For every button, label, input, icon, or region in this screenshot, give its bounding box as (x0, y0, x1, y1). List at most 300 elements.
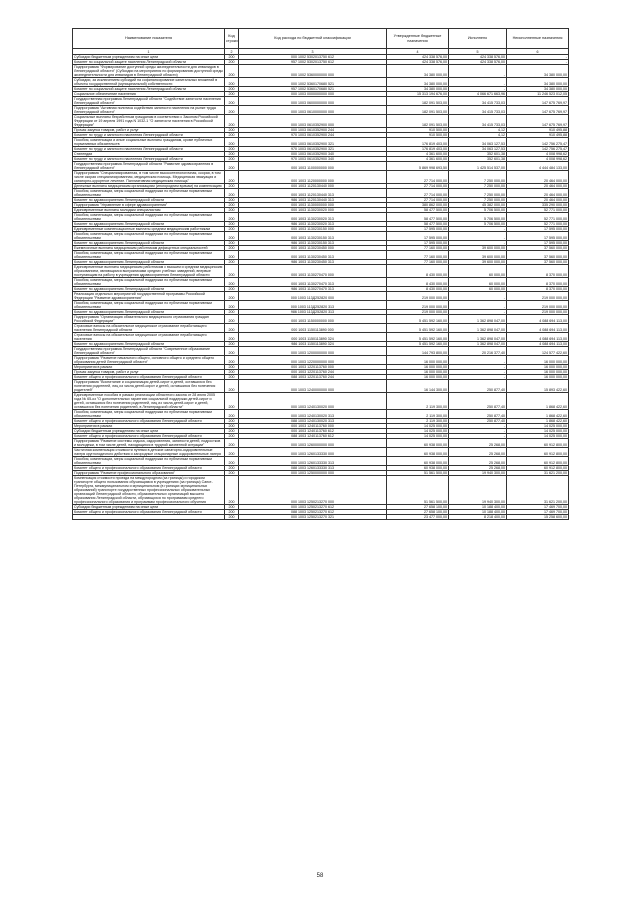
page-number: 58 (316, 873, 324, 879)
row-executed: 8 218 400,00 (449, 515, 507, 520)
row-approved: 17 595 000,00 (387, 232, 449, 241)
row-executed: 4,12 (449, 133, 507, 138)
row-executed: 25 268,00 (449, 439, 507, 448)
table-row (73, 162, 569, 171)
row-name: Подпрограмма "Управление в сфере здравоохранения" (73, 203, 225, 208)
row-name: Субсидии бюджетным учреждениям на иные цели (73, 55, 225, 60)
row-name: Подпрограмма "Активная политика содействия занятости населения на рынке труда Ленинградской области" (73, 106, 225, 115)
row-line-code: 200 (225, 292, 239, 301)
row-executed: 424 338 576,00 (449, 55, 507, 60)
row-name: Подпрограмма "Развитие системы отдыха, оздоровления, занятости детей, подростков и молодежи, в том числе детей, находящихся в трудной жизненной ситуации" (73, 439, 225, 448)
row-unexecuted: 34 380 000,00 (507, 65, 569, 78)
row-budget-code: 970 1003 0610352900 321 (239, 147, 387, 152)
row-approved: 16 000 000,00 (387, 370, 449, 375)
row-approved: 60 938 000,00 (387, 448, 449, 457)
row-unexecuted: 219 000 000,00 (507, 301, 569, 310)
row-line-code: 200 (225, 106, 239, 115)
table-row (73, 457, 569, 466)
row-line-code: 200 (225, 55, 239, 60)
row-executed: - (449, 370, 507, 375)
row-name: Стипендии (73, 152, 225, 157)
row-name: Подпрограмма "Развитие начального общего, основного общего и среднего общего образования детей Ленинградской области" (73, 356, 225, 365)
row-executed: 250 877,40 (449, 410, 507, 419)
row-name: Комитет по социальной защите населения Ленинградской области (73, 87, 225, 92)
header-line-code: Код строки (225, 29, 239, 49)
row-budget-code: 970 1003 0610352900 340 (239, 157, 387, 162)
row-approved: 60 938 000,00 (387, 457, 449, 466)
table-row (73, 55, 569, 60)
row-unexecuted: 20 464 000,00 (507, 171, 569, 184)
row-executed: 25 268,00 (449, 466, 507, 471)
row-approved: 58 477 500,00 (387, 222, 449, 227)
row-line-code: 200 (225, 429, 239, 434)
row-budget-code: 000 1003 1250000000 000 (239, 471, 387, 476)
row-line-code: 200 (225, 301, 239, 310)
row-approved: 182 091 503,00 (387, 97, 449, 106)
row-name: Пособия, компенсации и иные социальные выплаты гражданам, кроме публичных нормативных обязательств (73, 138, 225, 147)
row-unexecuted: 142 756 275,47 (507, 138, 569, 147)
table-row (73, 97, 569, 106)
row-executed: - (449, 292, 507, 301)
row-executed: - (449, 424, 507, 429)
row-budget-code: 000 1003 1260133330 000 (239, 448, 387, 457)
row-line-code: 200 (225, 287, 239, 292)
row-approved: 219 000 000,00 (387, 301, 449, 310)
row-approved: 14 025 000,00 (387, 434, 449, 439)
row-name: Комитет по здравоохранению Ленинградской области (73, 287, 225, 292)
row-executed: 7 250 000,00 (449, 171, 507, 184)
row-budget-code: 000 1003 113Д252820 313 (239, 301, 387, 310)
row-line-code: 200 (225, 251, 239, 260)
row-line-code: 200 (225, 466, 239, 471)
row-approved: 27 714 000,00 (387, 184, 449, 189)
table-row (73, 347, 569, 356)
row-executed: - (449, 429, 507, 434)
row-line-code: 200 (225, 65, 239, 78)
row-approved: 60 938 000,00 (387, 439, 449, 448)
row-budget-code: 000 1003 1150000000 000 (239, 315, 387, 324)
row-name: Пособия, компенсации, меры социальной поддержки по публичным нормативным обязательствам (73, 189, 225, 198)
row-approved: 27 658 100,00 (387, 505, 449, 510)
row-name: Ежемесячные выплаты медицинским работникам дефицитных специальностей (73, 246, 225, 251)
row-unexecuted: 4 088 694 113,00 (507, 333, 569, 342)
row-budget-code: 000 1003 1200000000 000 (239, 347, 387, 356)
row-name: Социальные выплаты безработным гражданам в соответствии с Законом Российской Федерации от 19 апреля 1991 года N 1032-1 "О занятости населения в Российской Федерации" (73, 115, 225, 128)
table-row (73, 324, 569, 333)
row-budget-code: 000 1003 1120000000 000 (239, 171, 387, 184)
row-budget-code: 000 1003 1130230150 313 (239, 232, 387, 241)
row-approved: 27 714 000,00 (387, 171, 449, 184)
row-executed: - (449, 365, 507, 370)
row-budget-code: 000 1003 1220113760 244 (239, 370, 387, 375)
table-row (73, 260, 569, 265)
row-approved: 8 430 000,00 (387, 265, 449, 278)
table-row (73, 213, 569, 222)
row-name: Государственная программа Ленинградской области "Содействие занятости населения Ленинградской области" (73, 97, 225, 106)
row-approved: 27 714 000,00 (387, 198, 449, 203)
row-executed: - (449, 232, 507, 241)
table-row (73, 138, 569, 147)
row-executed: 1 362 898 047,00 (449, 342, 507, 347)
row-executed: 19 940 300,00 (449, 471, 507, 476)
col-number: 4 (387, 49, 449, 55)
row-unexecuted: 8 370 000,00 (507, 265, 569, 278)
row-approved: 27 658 100,00 (387, 510, 449, 515)
row-unexecuted: 124 577 422,60 (507, 347, 569, 356)
table-row (73, 184, 569, 189)
row-unexecuted: 60 912 800,00 (507, 457, 569, 466)
row-approved: 380 862 000,00 (387, 203, 449, 208)
row-unexecuted: 4 008 998,62 (507, 157, 569, 162)
row-approved: 16 144 300,00 (387, 380, 449, 393)
row-name: Подпрограмма "Формирование доступной среды жизнедеятельности для инвалидов в Ленинградской области" (Субсидии на мероприятия по формированию доступной среды жизнедеятельности для инвалидов в Ленинградской области) (74, 65, 224, 77)
row-line-code: 200 (225, 213, 239, 222)
row-executed: - (449, 87, 507, 92)
table-row (73, 393, 569, 410)
row-approved: 219 000 000,00 (387, 292, 449, 301)
row-name: Комитет по здравоохранению Ленинградской области (73, 241, 225, 246)
row-line-code: 200 (225, 439, 239, 448)
row-line-code: 200 (225, 171, 239, 184)
row-approved: 58 477 500,00 (387, 213, 449, 222)
row-unexecuted: 31 621 200,00 (507, 471, 569, 476)
table-row (73, 342, 569, 347)
row-line-code: 200 (225, 133, 239, 138)
row-unexecuted: 52 771 000,00 (507, 222, 569, 227)
row-approved: 176 819 403,00 (387, 138, 449, 147)
row-unexecuted: 14 025 000,00 (507, 429, 569, 434)
row-unexecuted: 910 495,88 (507, 133, 569, 138)
row-executed: - (449, 375, 507, 380)
row-name: Комитет по здравоохранению Ленинградской области (73, 222, 225, 227)
row-line-code: 200 (225, 198, 239, 203)
row-unexecuted: 16 000 000,00 (507, 375, 569, 380)
row-approved: 14 025 000,00 (387, 424, 449, 429)
row-line-code: 200 (225, 476, 239, 505)
row-name: Комитет по труду и занятости населения Ленинградской области (73, 133, 225, 138)
row-approved: 5 451 592 160,00 (387, 333, 449, 342)
row-name: Прочая закупка товаров, работ и услуг (73, 128, 225, 133)
table-row (73, 246, 569, 251)
row-name: Комитет общего и профессионального образования Ленинградской области (73, 375, 225, 380)
table-row (73, 60, 569, 65)
row-unexecuted: 60 912 800,00 (507, 448, 569, 457)
row-executed: 39 600 000,00 (449, 246, 507, 251)
row-budget-code: 088 1003 1240130020 313 (239, 419, 387, 424)
row-line-code: 200 (225, 138, 239, 147)
row-name: Комитет общего и профессионального образования Ленинградской области (73, 466, 225, 471)
row-name: Пособия, компенсации, меры социальной поддержки по публичным нормативным обязательствам (73, 251, 225, 260)
row-name: Пособия, компенсации, меры социальной поддержки по публичным нормативным обязательствам (73, 410, 225, 419)
row-executed: - (449, 434, 507, 439)
row-executed: 60 000,00 (449, 265, 507, 278)
header-approved: Утвержденные бюджетные назначения (387, 29, 449, 49)
row-unexecuted: 34 380 000,00 (507, 78, 569, 87)
row-unexecuted: 20 464 000,00 (507, 189, 569, 198)
row-unexecuted: 4 088 694 113,00 (507, 324, 569, 333)
row-executed: 7 250 000,00 (449, 184, 507, 189)
table-row (73, 505, 569, 510)
row-approved: 424 338 576,00 (387, 55, 449, 60)
row-line-code: 200 (225, 375, 239, 380)
row-executed: 4,12 (449, 128, 507, 133)
row-name: Подпрограмма "Развитие профессионального образования" (73, 471, 225, 476)
row-approved: 16 000 000,00 (387, 365, 449, 370)
row-unexecuted: 52 771 000,00 (507, 213, 569, 222)
row-name: Пособия, компенсации, меры социальной поддержки по публичным нормативным обязательствам (73, 232, 225, 241)
row-budget-code: 088 1003 1260133330 313 (239, 466, 387, 471)
row-budget-code: 000 1003 1150113890 000 (239, 324, 387, 333)
row-name: Государственная программа Ленинградской области "Развитие здравоохранения в Ленинградской области" (73, 162, 225, 171)
row-line-code: 200 (225, 333, 239, 342)
row-budget-code: 000 1003 1130230450 313 (239, 251, 387, 260)
row-unexecuted: 1 868 422,60 (507, 393, 569, 410)
row-budget-code: 957 1002 5360170680 521 (239, 87, 387, 92)
row-unexecuted: 17 469 700,00 (507, 505, 569, 510)
row-unexecuted: 1 868 422,60 (507, 410, 569, 419)
row-budget-code: 000 1003 1250213270 000 (239, 476, 387, 505)
table-row (73, 222, 569, 227)
row-name: Субсидии, за исключением субсидий на софинансирование капитальных вложений в объекты государственной (муниципальной) собственности (73, 78, 225, 87)
row-budget-code: 000 1003 1250213270 612 (239, 505, 387, 510)
row-budget-code: 000 1003 1250213270 321 (239, 515, 387, 520)
row-line-code: 200 (225, 152, 239, 157)
row-budget-code: 986 1003 1130230150 313 (239, 241, 387, 246)
row-budget-code: 000 1003 0610352900 340 (239, 152, 387, 157)
row-unexecuted: 17 595 000,00 (507, 232, 569, 241)
row-approved: 16 000 000,00 (387, 356, 449, 365)
row-name: Комитет по труду и занятости населения Ленинградской области (73, 147, 225, 152)
table-row (73, 198, 569, 203)
row-name: Комитет по социальной защите населения Ленинградской области (73, 60, 225, 65)
row-line-code: 200 (225, 232, 239, 241)
row-unexecuted: - (507, 60, 569, 65)
table-row (73, 189, 569, 198)
row-executed: 1 362 898 047,00 (449, 315, 507, 324)
row-name: Мероприятия в рамках (73, 365, 225, 370)
row-budget-code: 986 1003 1130230450 313 (239, 260, 387, 265)
row-approved: 17 595 000,00 (387, 241, 449, 246)
table-body (73, 55, 569, 520)
row-line-code: 200 (225, 365, 239, 370)
row-approved: 2 119 300,00 (387, 419, 449, 424)
row-name: Государственная программа Ленинградской области "Современное образование Ленинградской области" (73, 347, 225, 356)
row-unexecuted: 37 560 000,00 (507, 246, 569, 251)
row-executed: - (449, 65, 507, 78)
row-line-code: 200 (225, 162, 239, 171)
row-approved: 5 451 592 160,00 (387, 342, 449, 347)
row-line-code: 200 (225, 78, 239, 87)
row-unexecuted: 142 756 275,47 (507, 147, 569, 152)
row-executed: 7 250 000,00 (449, 189, 507, 198)
row-name: Денежные выплаты медицинским организациям (иногородним врачам) на компенсацию (73, 184, 225, 189)
row-approved: 51 561 500,00 (387, 476, 449, 505)
row-approved: 16 000 000,00 (387, 375, 449, 380)
row-line-code: 200 (225, 157, 239, 162)
row-unexecuted: 16 000 000,00 (507, 370, 569, 375)
row-executed: 1 362 898 047,00 (449, 324, 507, 333)
row-budget-code: 000 1003 1260000000 000 (239, 439, 387, 448)
row-unexecuted: 20 464 000,00 (507, 198, 569, 203)
row-name: Пособия, компенсации, меры социальной поддержки по публичным нормативным обязательствам (73, 301, 225, 310)
row-executed: - (449, 301, 507, 310)
row-budget-code: 088 1003 1240113760 612 (239, 434, 387, 439)
row-executed: 352 601,38 (449, 152, 507, 157)
row-line-code: 200 (225, 380, 239, 393)
row-name: Компенсация стоимости проезда на междугородном (за границы) и городском транспорте общего пользования обучающимся в учреждениях (за границы) Санкт-Петербурга, межмуниципальном и муниципальном (в границах муниципальных образований) транспорте государственных профессиональных образовательных организаций Ленинградской области, образовательных организаций высшего образования Ленинградской области, обучающихся по программам среднего профессионального образования и программам профессионального обучения (73, 476, 225, 505)
row-budget-code: 000 1002 5360170680 521 (239, 78, 387, 87)
table-row (73, 380, 569, 393)
row-line-code: 200 (225, 310, 239, 315)
row-executed: 45 382 000,00 (449, 203, 507, 208)
row-approved: 2 119 300,00 (387, 393, 449, 410)
row-line-code: 200 (225, 241, 239, 246)
row-approved: 5 451 592 160,00 (387, 315, 449, 324)
row-budget-code: 000 1003 0610352900 321 (239, 138, 387, 147)
row-budget-code: 000 1003 1240000000 000 (239, 380, 387, 393)
row-executed: 39 600 000,00 (449, 251, 507, 260)
row-budget-code: 000 1003 113Д252820 000 (239, 292, 387, 301)
table-row (73, 315, 569, 324)
row-line-code: 200 (225, 128, 239, 133)
row-unexecuted: 147 675 769,97 (507, 115, 569, 128)
row-line-code: 200 (225, 457, 239, 466)
row-budget-code: 000 1003 1220000000 000 (239, 356, 387, 365)
row-approved: 4 361 600,00 (387, 152, 449, 157)
row-budget-code: 986 1003 1150113890 324 (239, 342, 387, 347)
row-name: Реализация отдельных мероприятий государственной программы Российской Федерации "Развитие здравоохранения" (73, 292, 225, 301)
row-name: Единовременные компенсационные выплаты средним медицинским работникам (73, 227, 225, 232)
row-unexecuted: - (507, 55, 569, 60)
table-row (73, 78, 569, 87)
row-approved: 51 561 500,00 (387, 471, 449, 476)
row-executed: 250 877,40 (449, 380, 507, 393)
row-budget-code: 000 1002 5302013750 612 (239, 55, 387, 60)
row-line-code: 200 (225, 222, 239, 227)
row-line-code: 200 (225, 92, 239, 97)
row-executed: 19 940 300,00 (449, 476, 507, 505)
header-budget-code: Код расхода по бюджетной классификации (239, 29, 387, 49)
row-line-code: 200 (225, 448, 239, 457)
row-name: Пособия, компенсации, меры социальной поддержки по публичным нормативным обязательствам (73, 457, 225, 466)
header-executed: Исполнено (449, 29, 507, 49)
row-unexecuted: 4 444 484 133,00 (507, 162, 569, 171)
row-name: Комитет по здравоохранению Ленинградской области (73, 342, 225, 347)
row-line-code: 200 (225, 246, 239, 251)
row-line-code: 200 (225, 356, 239, 365)
row-budget-code: 986 1003 1120130440 313 (239, 198, 387, 203)
table-row (73, 65, 569, 78)
row-line-code: 200 (225, 208, 239, 213)
row-unexecuted: 8 370 000,00 (507, 287, 569, 292)
row-budget-code: 088 1003 1220113760 244 (239, 375, 387, 380)
row-budget-code: 000 1002 5360000000 000 (239, 65, 387, 78)
row-executed: 34 063 127,53 (449, 147, 507, 152)
row-approved: 77 160 000,00 (387, 251, 449, 260)
row-executed: 352 601,38 (449, 157, 507, 162)
row-approved: 910 500,00 (387, 128, 449, 133)
row-line-code: 200 (225, 278, 239, 287)
table-row (73, 106, 569, 115)
row-budget-code: 000 1003 0610352900 000 (239, 115, 387, 128)
row-executed: - (449, 241, 507, 246)
table-row (73, 333, 569, 342)
row-unexecuted: 34 380 000,00 (507, 87, 569, 92)
table-row (73, 510, 569, 515)
row-name: Комитет по здравоохранению Ленинградской области (73, 310, 225, 315)
row-executed: 4 066 671 663,96 (449, 92, 507, 97)
row-executed: - (449, 78, 507, 87)
row-executed: - (449, 227, 507, 232)
col-number: 3 (239, 49, 387, 55)
table-row (73, 265, 569, 278)
row-budget-code: 957 1002 5302013750 612 (239, 60, 387, 65)
row-budget-code: 000 1003 1130230020 000 (239, 208, 387, 213)
row-line-code: 200 (225, 315, 239, 324)
row-approved: 34 380 000,00 (387, 87, 449, 92)
row-budget-code: 970 1003 0610352900 244 (239, 133, 387, 138)
row-unexecuted: 52 771 000,00 (507, 208, 569, 213)
row-line-code: 200 (225, 347, 239, 356)
row-unexecuted: 16 000 000,00 (507, 365, 569, 370)
row-executed: 34 415 733,03 (449, 106, 507, 115)
row-budget-code: 000 1003 1120130440 313 (239, 189, 387, 198)
header-unexecuted: Неисполненные назначения (507, 29, 569, 49)
report-page (72, 28, 568, 520)
row-executed: 34 063 127,53 (449, 138, 507, 147)
row-executed: 1 425 514 537,00 (449, 162, 507, 171)
row-approved: 8 430 000,00 (387, 287, 449, 292)
row-line-code: 200 (225, 410, 239, 419)
row-executed: 34 415 733,03 (449, 97, 507, 106)
row-approved: 219 000 000,00 (387, 310, 449, 315)
row-approved: 77 160 000,00 (387, 246, 449, 251)
row-approved: 5 451 592 160,00 (387, 324, 449, 333)
row-unexecuted: 4 088 694 113,00 (507, 342, 569, 347)
row-approved: 27 714 000,00 (387, 189, 449, 198)
row-budget-code: 000 1003 1240113760 612 (239, 429, 387, 434)
table-row (73, 251, 569, 260)
row-approved: 176 819 403,00 (387, 147, 449, 152)
row-unexecuted: 147 675 769,97 (507, 97, 569, 106)
table-row (73, 208, 569, 213)
row-line-code: 200 (225, 424, 239, 429)
row-line-code: 200 (225, 505, 239, 510)
row-line-code: 200 (225, 184, 239, 189)
row-approved: 77 160 000,00 (387, 260, 449, 265)
row-budget-code: 986 1003 1130230020 313 (239, 222, 387, 227)
row-unexecuted: 910 495,88 (507, 128, 569, 133)
row-approved: 910 500,00 (387, 133, 449, 138)
col-number: 1 (73, 49, 225, 55)
row-line-code: 200 (225, 393, 239, 410)
row-executed: 10 188 400,00 (449, 510, 507, 515)
header-name: Наименование показателя (73, 29, 225, 49)
row-approved: 182 091 503,00 (387, 106, 449, 115)
row-line-code: 200 (225, 434, 239, 439)
row-budget-code: 986 1003 1130270470 313 (239, 287, 387, 292)
row-name: Комитет общего и профессионального образования Ленинградской области (73, 510, 225, 515)
row-line-code: 200 (225, 87, 239, 92)
table-row (73, 476, 569, 505)
row-line-code: 200 (225, 510, 239, 515)
table-header (73, 29, 569, 55)
table-row (73, 232, 569, 241)
row-name: Подпрограмма "Воспитание и социализация детей-сирот и детей, оставшихся без попечения родителей, лиц из числа детей-сирот и детей, оставшихся без попечения родителей" (73, 380, 225, 393)
row-approved: 8 430 000,00 (387, 278, 449, 287)
row-executed: 5 706 500,00 (449, 213, 507, 222)
row-approved: 23 477 000,00 (387, 515, 449, 520)
